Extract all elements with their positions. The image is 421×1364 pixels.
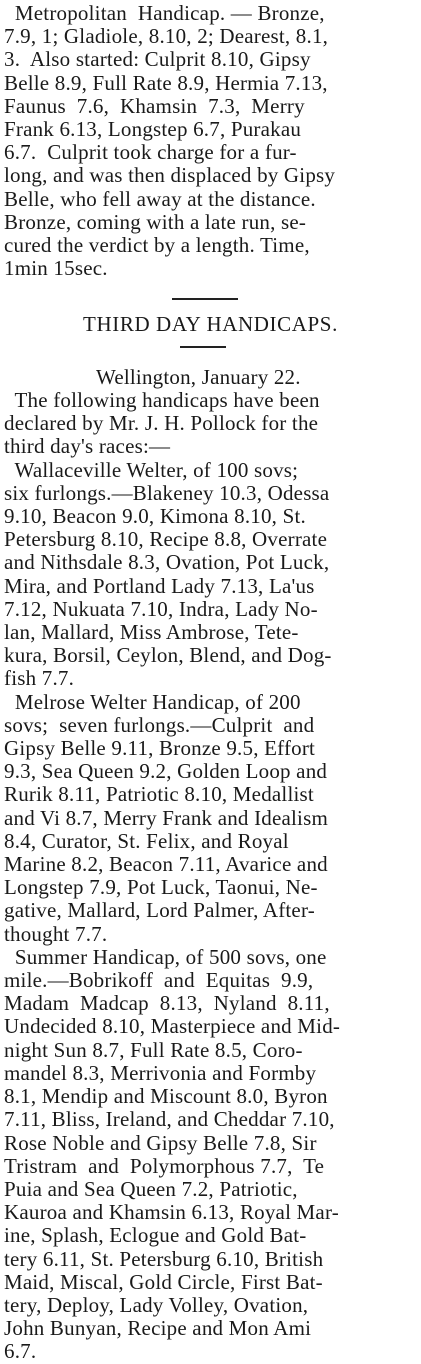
text-line: cured the verdict by a length. Time, [4, 233, 310, 258]
text-line: and Vi 8.7, Merry Frank and Idealism [4, 805, 328, 830]
text-line: John Bunyan, Recipe and Mon Ami [4, 1316, 312, 1341]
handicaps-block [4, 389, 418, 1364]
text-line: Frank 6.13, Longstep 6.7, Purakau [4, 117, 302, 142]
text-line: Madam Madcap 8.13, Nyland 8.11, [4, 991, 330, 1016]
text-line: Belle 8.9, Full Rate 8.9, Hermia 7.13, [4, 70, 328, 95]
text-line: Tristram and Polymorphous 7.7, Te [4, 1153, 325, 1178]
text-line: Marine 8.2, Beacon 7.11, Avarice and [4, 852, 328, 877]
text-line: mile.—Bobrikoff and Equitas 9.9, [4, 968, 314, 993]
text-line: Longstep 7.9, Pot Luck, Taonui, Ne- [4, 875, 318, 900]
dateline: Wellington, January 22. [96, 365, 301, 389]
text-line: 7.11, Bliss, Ireland, and Cheddar 7.10, [4, 1107, 335, 1132]
text-line: mandel 8.3, Merrivonia and Formby [4, 1060, 317, 1085]
text-line: Faunus 7.6, Khamsin 7.3, Merry [4, 93, 305, 118]
text-line: Rurik 8.11, Patriotic 8.10, Medallist [4, 782, 314, 807]
text-line: 6.7. Culprit took charge for a fur- [4, 140, 297, 165]
text-line: Gipsy Belle 9.11, Bronze 9.5, Effort [4, 736, 316, 761]
text-line: 7.9, 1; Gladiole, 8.10, 2; Dearest, 8.1, [4, 24, 329, 49]
text-line: Summer Handicap, of 500 sovs, one [4, 944, 327, 969]
text-line: declared by Mr. J. H. Pollock for the [4, 411, 319, 436]
text-line: third day's races:— [4, 434, 171, 459]
text-line: 9.10, Beacon 9.0, Kimona 8.10, St. [4, 504, 306, 529]
divider-rule [180, 346, 226, 348]
text-line: 8.1, Mendip and Miscount 8.0, Byron [4, 1084, 328, 1109]
text-line: kura, Borsil, Ceylon, Blend, and Dog- [4, 643, 332, 668]
text-line: Puia and Sea Queen 7.2, Patriotic, [4, 1176, 298, 1201]
race-result-block [4, 2, 418, 280]
text-line: Rose Noble and Gipsy Belle 7.8, Sir [4, 1130, 317, 1155]
text-line: tery 6.11, St. Petersburg 6.10, British [4, 1246, 324, 1271]
dateline-block [4, 366, 418, 389]
text-line: Maid, Miscal, Gold Circle, First Bat- [4, 1269, 323, 1294]
text-line: six furlongs.—Blakeney 10.3, Odessa [4, 480, 330, 505]
text-line: and Nithsdale 8.3, Ovation, Pot Luck, [4, 550, 330, 575]
text-line: 6.7. [4, 1339, 37, 1364]
text-line: 9.3, Sea Queen 9.2, Golden Loop and [4, 759, 328, 784]
text-line: lan, Mallard, Miss Ambrose, Tete- [4, 620, 299, 645]
text-line: sovs; seven furlongs.—Culprit and [4, 712, 315, 737]
text-line: gative, Mallard, Lord Palmer, After- [4, 898, 315, 923]
section-heading: THIRD DAY HANDICAPS. [83, 312, 338, 336]
text-line: Metropolitan Handicap. — Bronze, [4, 1, 325, 25]
text-line: Belle, who fell away at the distance. [4, 186, 316, 211]
text-line: fish 7.7. [4, 666, 75, 691]
text-line: long, and was then displaced by Gipsy [4, 163, 336, 188]
text-line: Melrose Welter Handicap, of 200 [4, 689, 301, 714]
text-line: thought 7.7. [4, 921, 108, 946]
text-line: ine, Splash, Eclogue and Gold Bat- [4, 1223, 307, 1248]
text-line: The following handicaps have been [4, 388, 320, 412]
text-line: Undecided 8.10, Masterpiece and Mid- [4, 1014, 341, 1039]
text-line: night Sun 8.7, Full Rate 8.5, Coro- [4, 1037, 303, 1062]
text-line: Bronze, coming with a late run, se- [4, 209, 307, 234]
text-line: 3. Also started: Culprit 8.10, Gipsy [4, 47, 311, 72]
text-line: Mira, and Portland Lady 7.13, La'us [4, 573, 315, 598]
text-line: Kauroa and Khamsin 6.13, Royal Mar- [4, 1200, 339, 1225]
divider-rule [172, 298, 238, 300]
text-line: 1min 15sec. [4, 256, 108, 281]
text-line: Wallaceville Welter, of 100 sovs; [4, 457, 299, 482]
text-line: 8.4, Curator, St. Felix, and Royal [4, 828, 289, 853]
text-line: 7.12, Nukuata 7.10, Indra, Lady No- [4, 596, 318, 621]
text-line: Petersburg 8.10, Recipe 8.8, Overrate [4, 527, 328, 552]
text-line: tery, Deploy, Lady Volley, Ovation, [4, 1292, 309, 1317]
